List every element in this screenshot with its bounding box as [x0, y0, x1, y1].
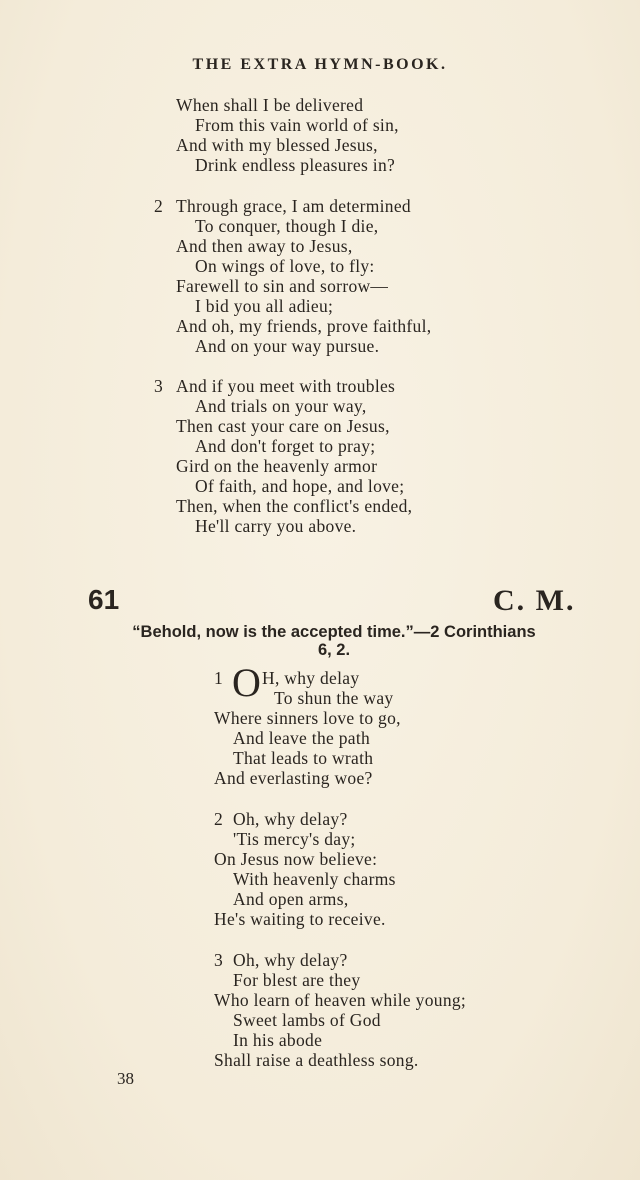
- verse-number: 3: [214, 950, 223, 970]
- verse-line: Sweet lambs of God: [233, 1010, 381, 1030]
- verse-line: And open arms,: [233, 889, 349, 909]
- verse-line: To conquer, though I die,: [195, 216, 379, 236]
- hymn-number: 61: [88, 584, 120, 615]
- hymn-meter: C. M.: [493, 584, 576, 617]
- running-head: THE EXTRA HYMN-BOOK.: [192, 56, 448, 73]
- verse-line: With heavenly charms: [233, 869, 396, 889]
- verse-line: 'Tis mercy's day;: [233, 829, 356, 849]
- verse-line: Shall raise a deathless song.: [214, 1050, 419, 1070]
- verse-line: That leads to wrath: [233, 748, 374, 768]
- verse-line: Then cast your care on Jesus,: [176, 416, 390, 436]
- verse-line: And on your way pursue.: [195, 336, 380, 356]
- verse-line: And oh, my friends, prove faithful,: [176, 316, 432, 336]
- verse-line: H, why delay: [262, 668, 360, 688]
- verse-line: Through grace, I am determined: [176, 196, 411, 216]
- verse-line: He'll carry you above.: [195, 516, 357, 536]
- verse-line: When shall I be delivered: [176, 95, 364, 115]
- verse-line: And leave the path: [233, 728, 371, 748]
- verse-line: Then, when the conflict's ended,: [176, 496, 413, 516]
- verse-number: 2: [214, 809, 223, 829]
- verse-line: Where sinners love to go,: [214, 708, 401, 728]
- scripture-reference-line: 6, 2.: [317, 641, 351, 659]
- page-number: 38: [117, 1069, 134, 1088]
- verse-number: 2: [154, 196, 163, 216]
- verse-line: And don't forget to pray;: [195, 436, 376, 456]
- verse-line: And trials on your way,: [195, 396, 367, 416]
- verse-number: 1: [214, 668, 223, 688]
- verse-line: And then away to Jesus,: [176, 236, 353, 256]
- scripture-reference-line: “Behold, now is the accepted time.”—2 Corinthians: [132, 623, 536, 641]
- verse-number: 3: [154, 376, 163, 396]
- verse-line: Oh, why delay?: [233, 950, 348, 970]
- verse-line: Drink endless pleasures in?: [195, 155, 396, 175]
- verse-line: On wings of love, to fly:: [195, 256, 375, 276]
- scripture-reference: [54, 623, 614, 659]
- verse-line: Gird on the heavenly armor: [176, 456, 378, 476]
- verse-line: To shun the way: [274, 688, 394, 708]
- verse-line: I bid you all adieu;: [195, 296, 334, 316]
- drop-cap: O: [232, 660, 261, 705]
- verse-line: For blest are they: [233, 970, 361, 990]
- verse-line: And with my blessed Jesus,: [176, 135, 378, 155]
- verse-line: In his abode: [233, 1030, 323, 1050]
- verse-line: On Jesus now believe:: [214, 849, 378, 869]
- verse-line: And everlasting woe?: [214, 768, 373, 788]
- verse-line: And if you meet with troubles: [176, 376, 396, 396]
- verse-line: Who learn of heaven while young;: [214, 990, 467, 1010]
- verse-line: Of faith, and hope, and love;: [195, 476, 405, 496]
- verse-line: Farewell to sin and sorrow—: [176, 276, 389, 296]
- verse-line: From this vain world of sin,: [195, 115, 399, 135]
- verse-line: Oh, why delay?: [233, 809, 348, 829]
- verse-line: He's waiting to receive.: [214, 909, 386, 929]
